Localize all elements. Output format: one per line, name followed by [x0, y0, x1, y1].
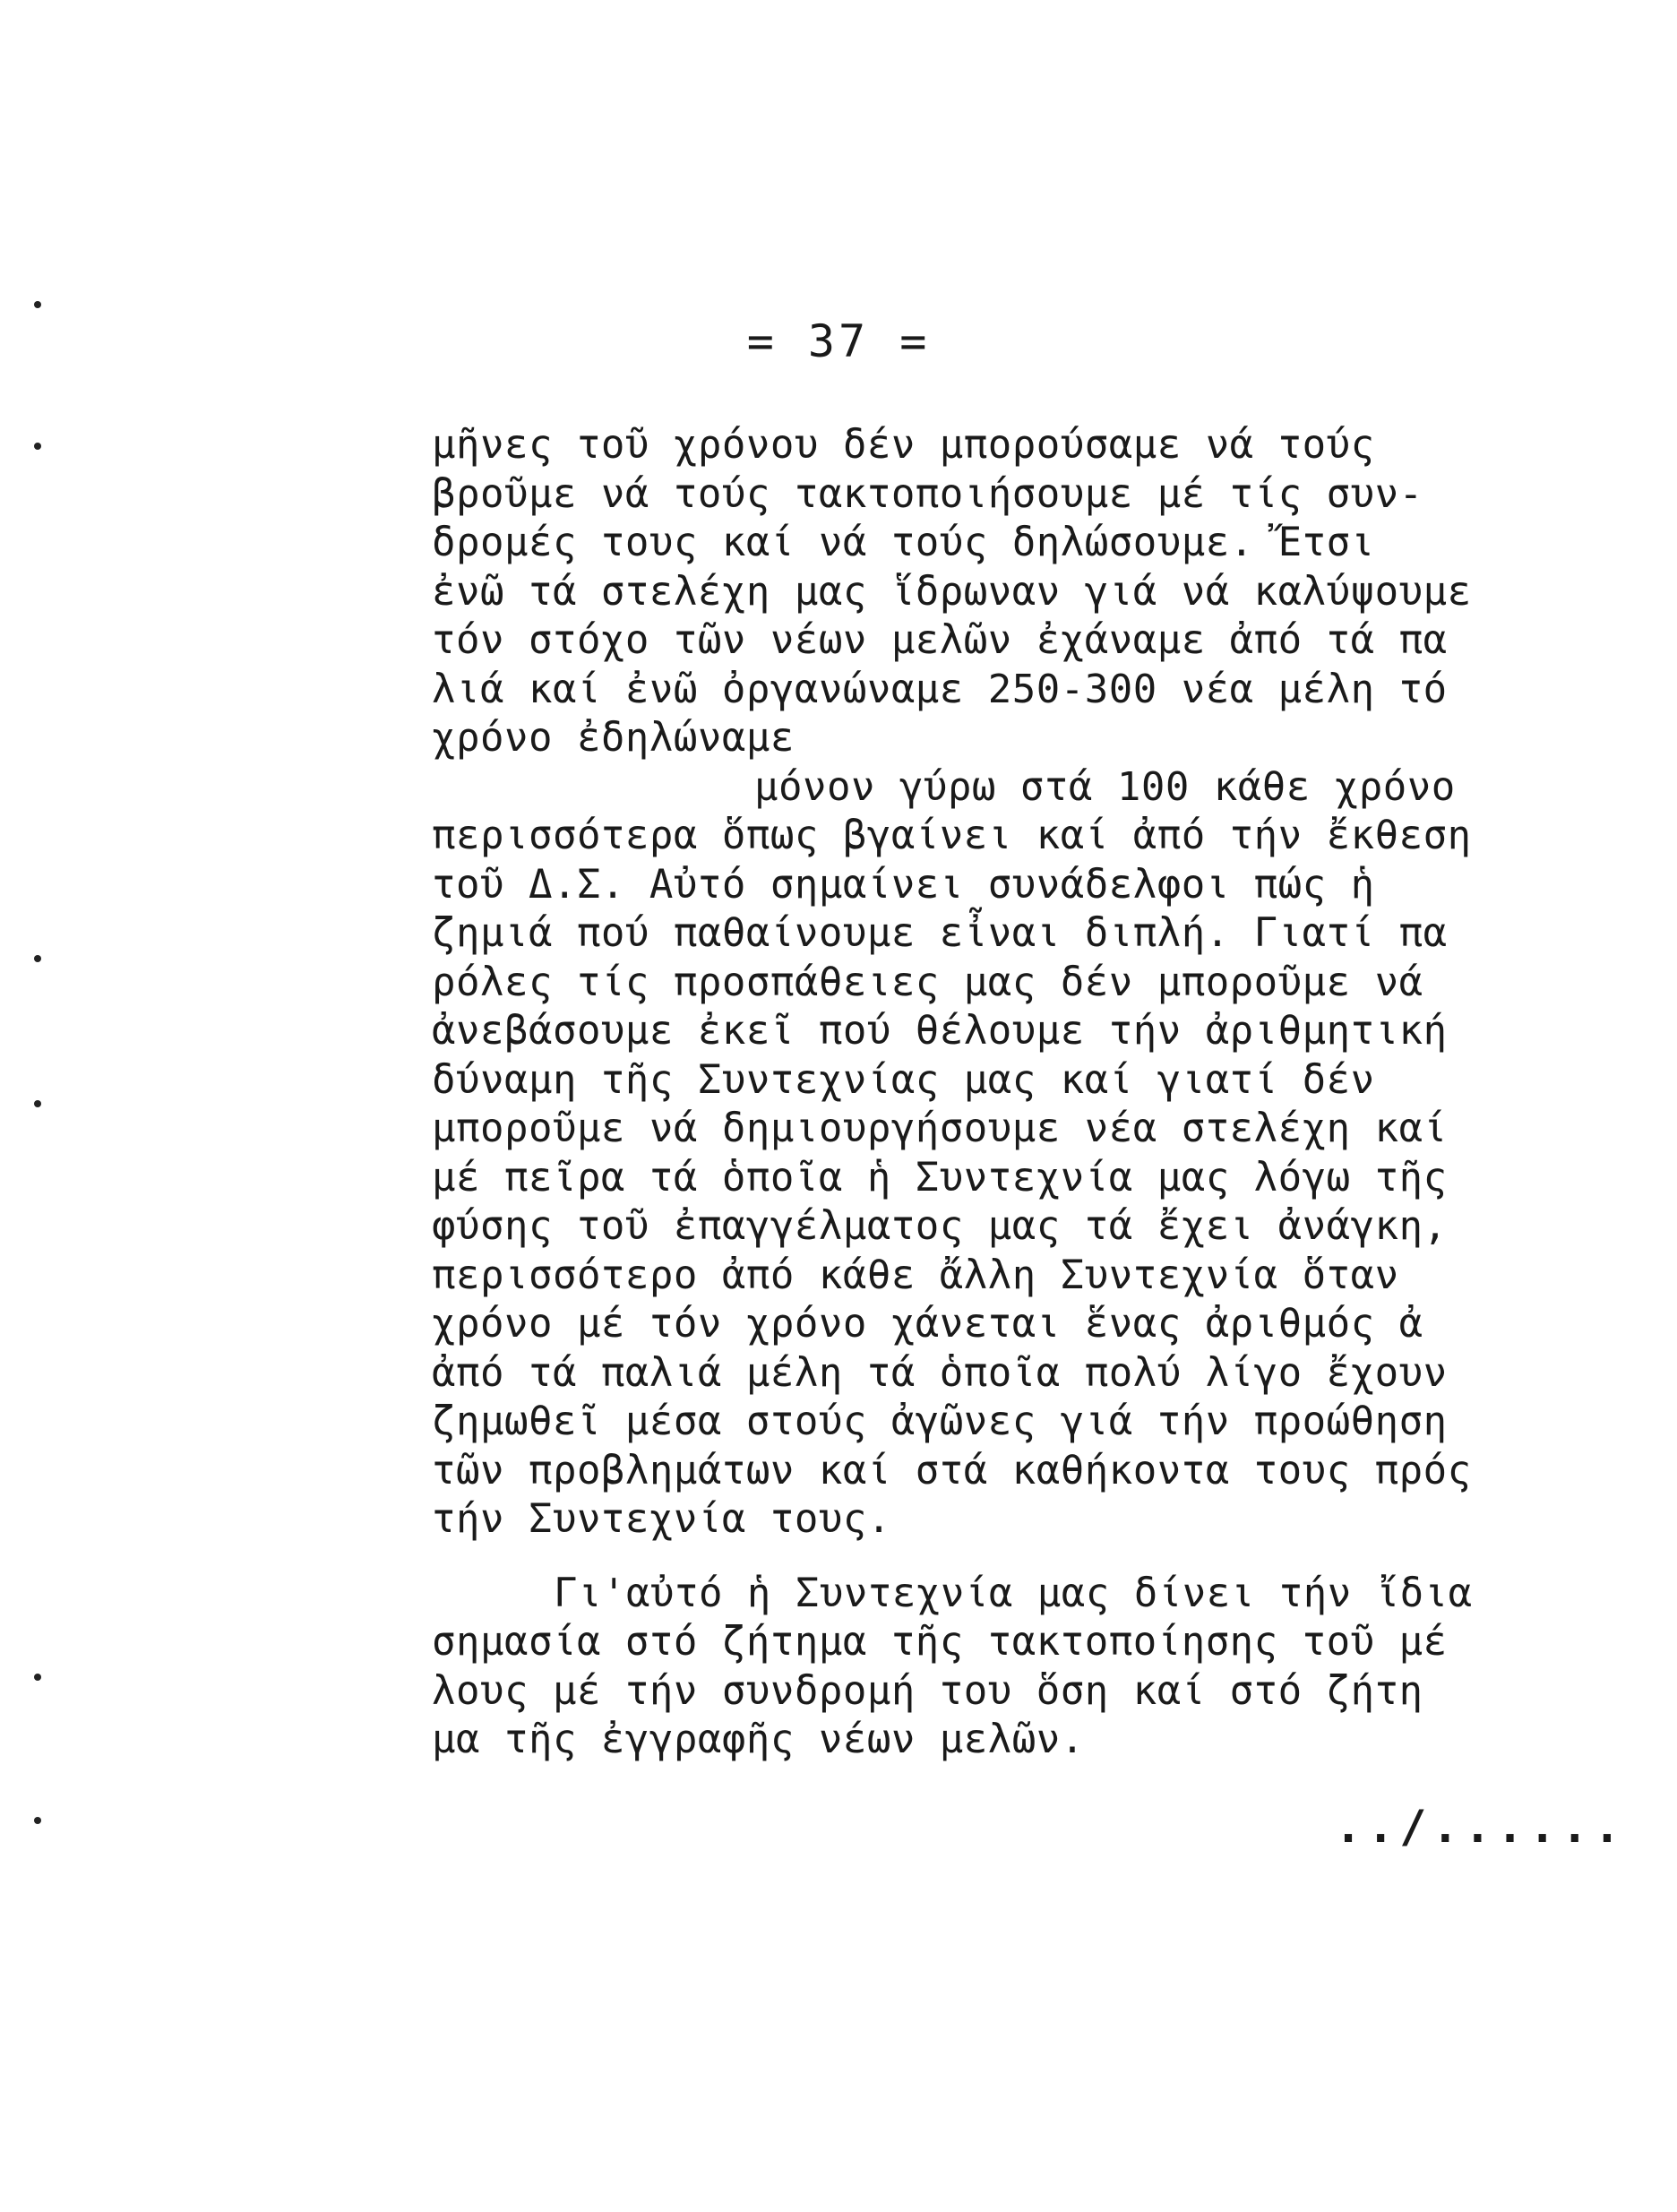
text-line: χρόνο μέ τόν χρόνο χάνεται ἕνας ἀριθμός ἀ: [432, 1301, 1423, 1347]
text-line: ἀπό τά παλιά μέλη τά ὁποῖα πολύ λίγο ἔχουν: [432, 1349, 1448, 1396]
text-line: Γι'αὐτό ἡ Συντεχνία μας δίνει τήν ἴδια: [554, 1570, 1473, 1616]
text-line: ρόλες τίς προσπάθειες μας δέν μποροῦμε νά: [432, 959, 1423, 1005]
page-number: = 37 =: [746, 315, 931, 367]
paragraph-gap: [432, 1545, 1632, 1570]
text-line: μῆνες τοῦ χρόνου δέν μπορούσαμε νά τούς: [432, 422, 1375, 468]
text-line: μποροῦμε νά δημιουργήσουμε νέα στελέχη καί: [432, 1106, 1448, 1151]
text-line: ζημιά πού παθαίνουμε εἶναι διπλή. Γιατί πα: [432, 910, 1448, 956]
text-line: ζημωθεῖ μέσα στούς ἀγῶνες γιά τήν προώθηση: [432, 1399, 1448, 1444]
margin-punch-dot: [34, 1674, 41, 1681]
text-line: τήν Συντεχνία τους.: [432, 1496, 891, 1542]
text-line: δύναμη τῆς Συντεχνίας μας καί γιατί δέν: [432, 1056, 1375, 1103]
body-text: [432, 421, 1632, 1765]
text-line: ἀνεβάσουμε ἐκεῖ πού θέλουμε τήν ἀριθμητική: [432, 1008, 1448, 1054]
text-line: λιά καί ἐνῶ ὀργανώναμε 250-300 νέα μέλη τό: [432, 666, 1448, 712]
text-line: σημασία στό ζήτημα τῆς τακτοποίησης τοῦ μέ: [432, 1619, 1448, 1665]
margin-punch-dot: [34, 443, 41, 450]
text-line: ἐνῶ τά στελέχη μας ἵδρωναν γιά νά καλύψουμε: [432, 568, 1472, 615]
text-line: περισσότερα ὅπως βγαίνει καί ἀπό τήν ἔκθεση: [432, 813, 1472, 858]
text-line: λους μέ τήν συνδρομή του ὅση καί στό ζήτη: [432, 1667, 1423, 1714]
text-line: μέ πεῖρα τά ὁποῖα ἡ Συντεχνία μας λόγω τῆς: [432, 1154, 1448, 1201]
text-line: τοῦ Δ.Σ. Αὐτό σημαίνει συνάδελφοι πώς ἡ: [432, 861, 1375, 908]
text-line: χρόνο ἐδηλώναμε: [432, 715, 795, 761]
margin-punch-dot: [34, 1817, 41, 1824]
text-line: φύσης τοῦ ἐπαγγέλματος μας τά ἔχει ἀνάγκη,: [432, 1203, 1448, 1249]
text-line: δρομές τους καί νά τούς δηλώσουμε. Ἔτσι: [432, 520, 1375, 565]
text-line: τόν στόχο τῶν νέων μελῶν ἐχάναμε ἀπό τά πα: [432, 617, 1448, 663]
text-line: βροῦμε νά τούς τακτοποιήσουμε μέ τίς συν-: [432, 470, 1423, 517]
text-line: μόνον γύρω στά 100 κάθε χρόνο: [754, 763, 1456, 810]
text-line: μα τῆς ἐγγραφῆς νέων μελῶν.: [432, 1717, 1085, 1762]
text-line: περισσότερο ἀπό κάθε ἄλλη Συντεχνία ὅταν: [432, 1252, 1399, 1298]
margin-punch-dot: [34, 955, 41, 962]
margin-punch-dot: [34, 1100, 41, 1107]
margin-punch-dot: [34, 301, 41, 308]
text-line: τῶν προβλημάτων καί στά καθήκοντα τους πρός: [432, 1447, 1472, 1493]
continuation-mark: ../......: [1335, 1801, 1626, 1853]
